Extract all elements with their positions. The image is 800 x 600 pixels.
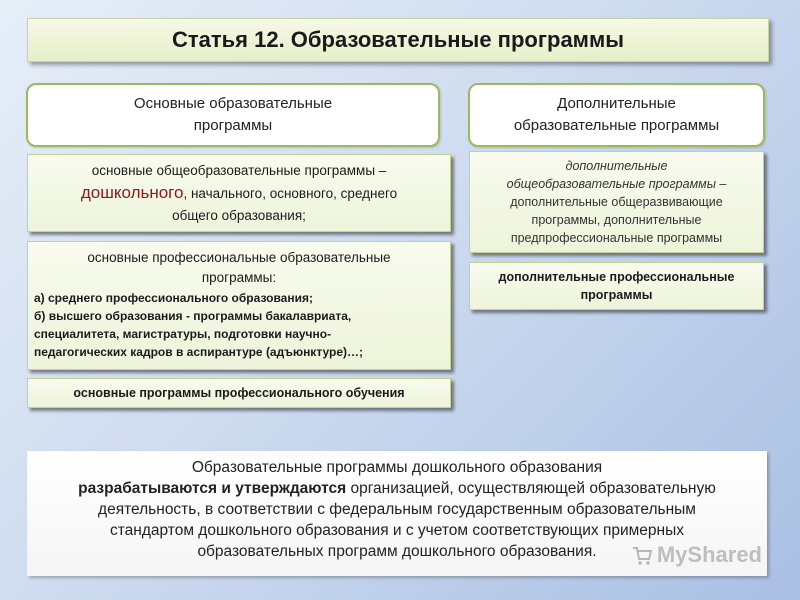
- box-additional-general: [469, 151, 764, 253]
- note-line4: стандартом дошкольного образования и с учетом соответствующих примерных: [110, 522, 684, 539]
- header-main-programs: [26, 83, 440, 147]
- box-additional-professional: [469, 262, 764, 310]
- header-additional-line2: образовательные программы: [513, 117, 720, 134]
- general-line3: общего образования;: [172, 207, 306, 223]
- note-bold: разрабатываются и утверждаются: [78, 480, 347, 497]
- box-professional-education: [27, 241, 451, 370]
- additional-professional-line1: дополнительные профессиональные: [498, 270, 735, 284]
- note-line2: [27, 478, 767, 499]
- box-professional-training: [27, 378, 451, 408]
- additional-general-line4: программы, дополнительные: [531, 213, 702, 227]
- watermark-text: MyShared: [656, 542, 762, 567]
- professional-heading-line2: программы:: [201, 270, 277, 285]
- header-main-line2: программы: [193, 117, 273, 134]
- cart-icon: [631, 544, 653, 566]
- additional-general-line2: общеобразовательные программы –: [506, 177, 727, 191]
- header-main-line1: Основные образовательные: [133, 95, 333, 112]
- preschool-highlight: дошкольного: [80, 182, 184, 202]
- professional-item-b3: педагогических кадров в аспирантуре (адъюнктуре)…;: [34, 345, 364, 359]
- note-line5: образовательных программ дошкольного образования.: [197, 543, 597, 560]
- title-text: Статья 12. Образовательные программы: [171, 27, 625, 52]
- professional-heading-line1: основные профессиональные образовательные: [87, 250, 391, 265]
- general-line1: основные общеобразовательные программы –: [91, 162, 387, 178]
- professional-item-b1: б) высшего образования - программы бакалавриата,: [34, 309, 352, 323]
- note-line3: деятельность, в соответствии с федеральным государственным образовательным: [98, 501, 696, 518]
- additional-general-line3: дополнительные общеразвивающие: [510, 195, 723, 209]
- note-line1: Образовательные программы дошкольного образования: [191, 459, 603, 476]
- additional-professional-line2: программы: [580, 288, 653, 302]
- training-text: основные программы профессионального обучения: [73, 386, 405, 400]
- page-title: [27, 18, 769, 62]
- professional-item-a: а) среднего профессионального образования;: [34, 291, 313, 305]
- note-line2-rest: организацией, осуществляющей образовательную: [346, 480, 716, 497]
- additional-general-line1: дополнительные: [565, 159, 668, 173]
- professional-item-b2: специалитета, магистратуры, подготовки научно-: [34, 327, 332, 341]
- general-line2: [28, 182, 450, 205]
- general-line2-rest: , начального, основного, среднего: [183, 185, 398, 201]
- box-general-education: [27, 154, 451, 232]
- additional-general-line5: предпрофессиональные программы: [510, 231, 723, 245]
- header-additional-programs: [468, 83, 765, 147]
- header-additional-line1: Дополнительные: [557, 95, 676, 112]
- watermark-logo: [631, 542, 762, 568]
